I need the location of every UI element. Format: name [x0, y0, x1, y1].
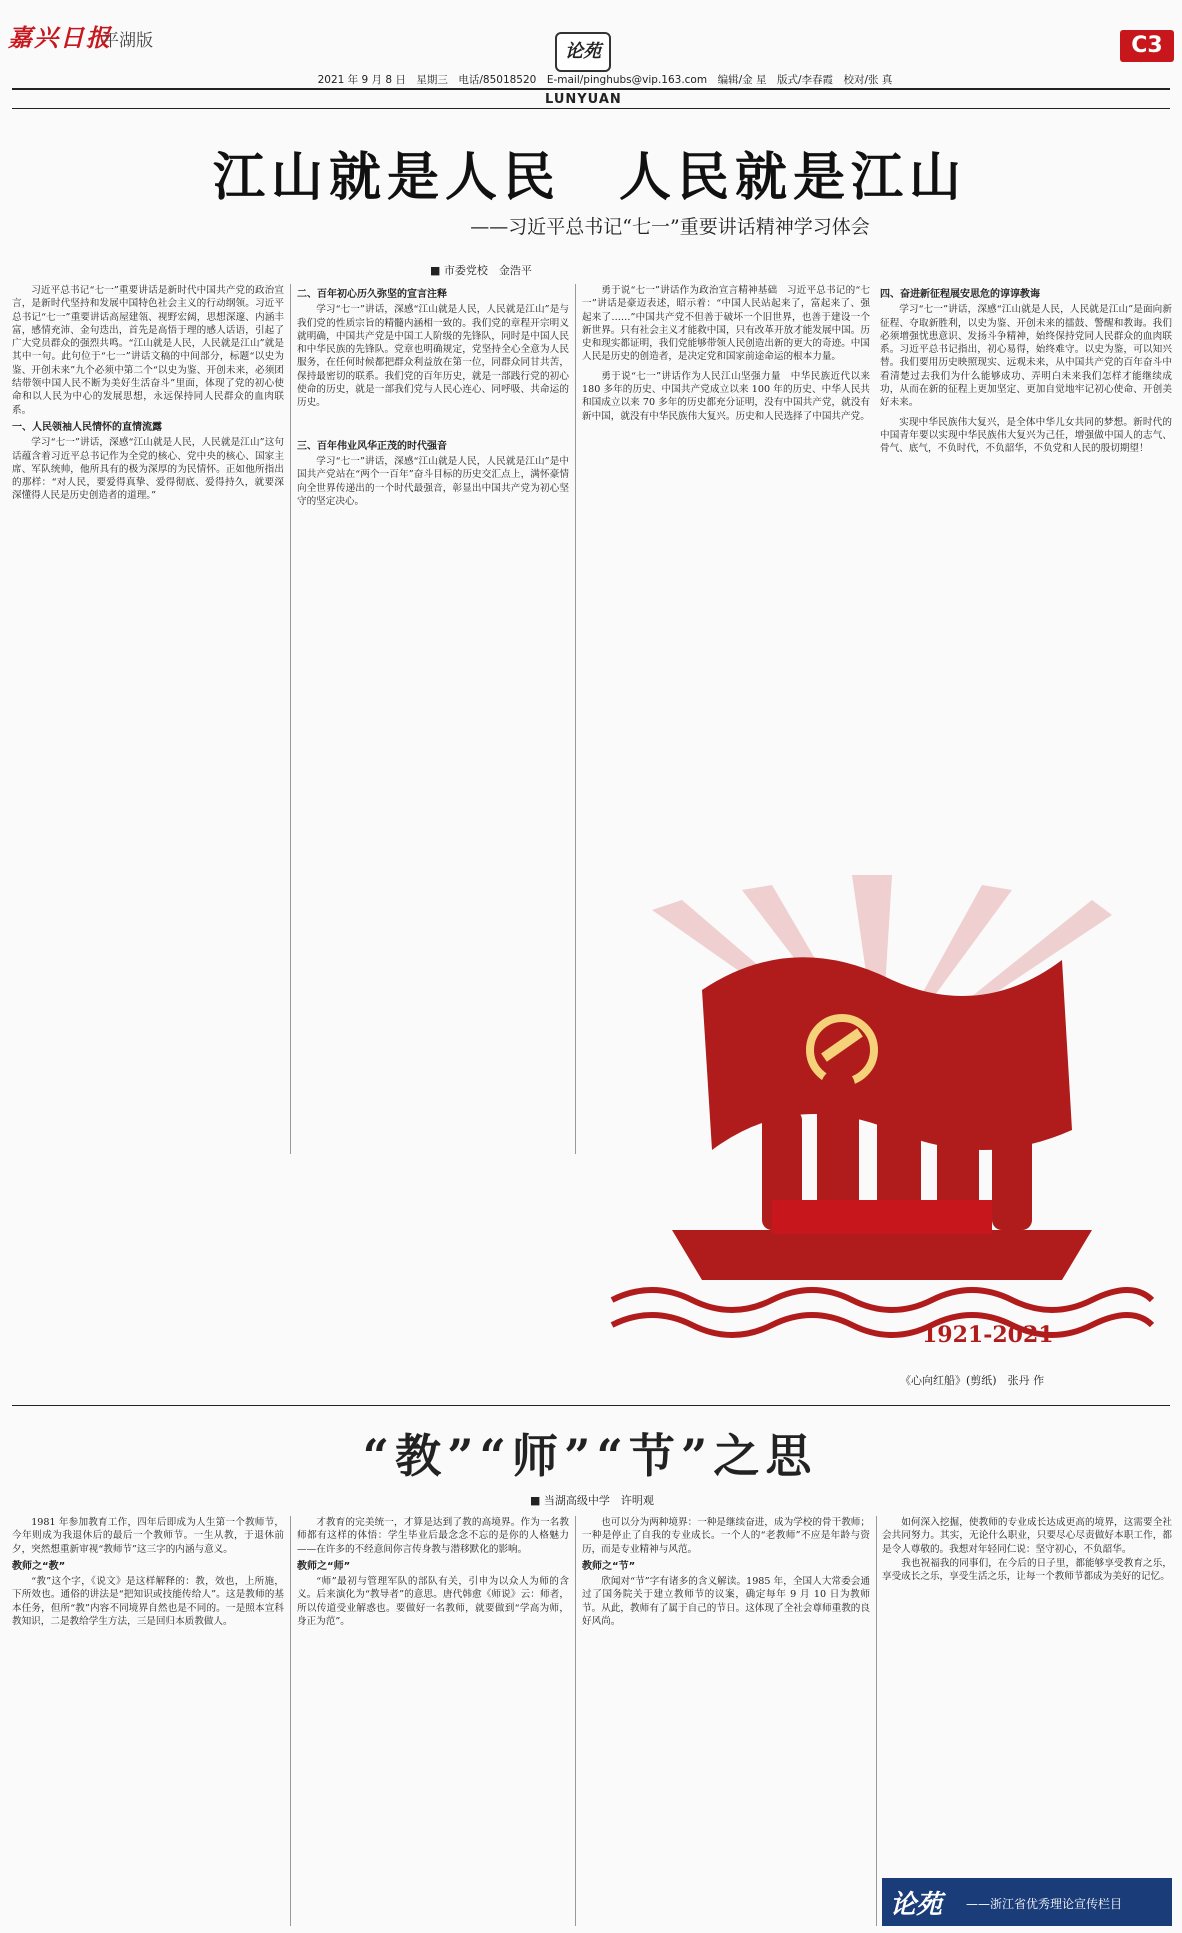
article1-column-2: [297, 284, 569, 1184]
section-heading: 一、人民领袖人民情怀的直情流露: [12, 421, 162, 433]
footer-tagline: ——浙江省优秀理论宣传栏目: [966, 1897, 1123, 1911]
section-heading: 教师之“师”: [297, 1560, 351, 1572]
column-divider: [290, 1516, 291, 1926]
article1-column-4: [880, 284, 1172, 904]
article1-subhead: ——习近平总书记“七一”重要讲话精神学习体会: [470, 216, 870, 238]
column-divider: [876, 1516, 877, 1926]
article2-column-4: [882, 1516, 1172, 1856]
paragraph: 学习“七一”讲话，深感“江山就是人民，人民就是江山”是与我们党的性质宗旨的精髓内涵相一致的。我们党的章程开宗明义就明确，中国共产党是中国工人阶级的先锋队，同时是中国人民和中华民族的先锋队。党章也明确规定，党坚持全心全意为人民服务，在任何时候都把群众利益放在第一位，同群众同甘共苦，保持最密切的联系。我们党的百年历史，就是一部践行党的初心使命的历史，就是一部我们党与人民心连心、同呼吸、共命运的历史。: [297, 304, 569, 409]
section-heading: 教师之“教”: [12, 1560, 66, 1572]
article1-column-3: [582, 284, 870, 904]
papercut-image: [592, 870, 1168, 1380]
article2-column-1: [12, 1516, 284, 1926]
section-pinyin: LUNYUAN: [545, 92, 622, 107]
masthead: [0, 0, 1182, 60]
paragraph: 实现中华民族伟大复兴，是全体中华儿女共同的梦想。新时代的中国青年要以实现中华民族伟大复兴为己任，增强做中国人的志气、骨气、底气，不负时代，不负韶华，不负党和人民的殷切期望！: [880, 416, 1172, 455]
paragraph: “师”最初与管理军队的部队有关，引申为以众人为师的含义。后来演化为“教导者”的意思。唐代韩愈《师说》云：师者，所以传道受业解惑也。要做好一名教师，就要做到“学高为师，身正为范”。: [297, 1576, 569, 1628]
article2-column-3: [582, 1516, 870, 1926]
paragraph: 习近平总书记“七一”重要讲话是新时代中国共产党的政治宣言，是新时代坚持和发展中国特色社会主义的行动纲领。习近平总书记“七一”重要讲话高屋建瓴、视野宏阔，思想深邃、内涵丰富，感情充沛、金句迭出，首先是高悟于理的感人话语，引起了广大党员群众的强烈共鸣。“江山就是人民，人民就是江山”就是其中一句。此句位于“七一”讲话文稿的中间部分，标题“以史为鉴、开创未来”九个必须中第二个“以史为鉴、开创未来，必须团结带领中国人民不断为美好生活奋斗”里面，体现了党的初心使命和以人民为中心的发展思想，永远保持同人民群众的血肉联系。: [12, 285, 284, 416]
article2-headline: “教”“师”“节”之思: [362, 1429, 818, 1483]
edition-label: 平湖版: [102, 31, 153, 51]
paragraph: 欣闻对“节”字有诸多的含义解读。1985 年，全国人大常委会通过了国务院关于建立教师节的议案，确定每年 9 月 10 日为教师节。从此，教师有了属于自己的节日。这体现了全社会尊师重教的良好风尚。: [582, 1576, 870, 1628]
masthead-rule-thin: [12, 108, 1170, 109]
page-code: [1120, 30, 1174, 62]
paragraph: 学习“七一”讲话，深感“江山就是人民，人民就是江山”是中国共产党站在“两个一百年”奋斗目标的历史交汇点上，满怀豪情向全世界传递出的一个时代最强音，彰显出中国共产党为初心坚守的坚定决心。: [297, 455, 569, 507]
paragraph: 如何深入挖掘，使教师的专业成长达成更高的境界，这需要全社会共同努力。其实，无论什么职业，只要尽心尽责做好本职工作，都是令人尊敬的。我想对年轻同仁说：坚守初心，不负韶华。: [882, 1517, 1172, 1555]
footer-logo: 论苑: [890, 1890, 943, 1920]
paragraph: 学习“七一”讲话，深感“江山就是人民，人民就是江山”这句话蕴含着习近平总书记作为全党的核心、党中央的核心、国家主席、军队统帅，他所具有的极为深厚的为民情怀。正如他所指出的那样：“对人民，要爱得真挚、爱得彻底、爱得持久，就要深深懂得人民是历史创造者的道理。”: [12, 437, 284, 502]
section-heading: 三、百年伟业风华正茂的时代强音: [297, 440, 447, 452]
section-heading: 教师之“节”: [582, 1560, 636, 1572]
section-heading: 二、百年初心历久弥坚的宣言注释: [297, 289, 447, 300]
paragraph: 勇于说“七一”讲话作为政治宣言精神基础 习近平总书记的“七一”讲话是豪迈表述，昭示着：“中国人民站起来了，富起来了、强起来了……”中国共产党不但善于破坏一个旧世界，也善于建设一个新世界。只有社会主义才能救中国，只有改革开放才能发展中国。历史和现实都证明，我们党能够带领人民创造出新的更大的奇迹。中国人民是历史的创造者，是决定党和国家前途命运的根本力量。: [582, 285, 870, 363]
red-boat-papercut-illustration: [592, 870, 1168, 1380]
section-logo-text: 论苑: [565, 41, 601, 62]
paragraph: 1981 年参加教育工作，四年后即成为人生第一个教师节，今年则成为我退休后的最后一个教师节。一生从教，于退休前夕，突然想重新审视“教师节”这三字的内涵与意义。: [12, 1517, 284, 1555]
article1-column-1: [12, 284, 284, 1184]
section-logo: [555, 32, 611, 72]
column-divider: [575, 1516, 576, 1926]
section-heading: 四、奋进新征程展安思危的谆谆教诲: [880, 289, 1040, 300]
column-divider: [290, 284, 291, 1154]
article1-byline: ■ 市委党校 金浩平: [430, 264, 532, 277]
paper-name-logo: 嘉兴日报: [8, 23, 112, 52]
article2-byline: ■ 当湖高级中学 许明观: [530, 1494, 654, 1507]
footer-banner: [882, 1878, 1172, 1926]
info-line: 2021 年 9 月 8 日 星期三 电话/85018520 E-mail/pinghubs@vip.163.com 编辑/金 星 版式/李春霞 校对/张 真: [317, 74, 893, 86]
article2-column-2: [297, 1516, 569, 1926]
page-code-text: C3: [1131, 33, 1163, 58]
paragraph: 勇于说“七一”讲话作为人民江山坚强力量 中华民族近代以来 180 多年的历史、中国共产党成立以来 100 年的历史、中华人民共和国成立以来 70 多年的历史都充分证明，没有中国共产党，就没有新中国，就没有中华民族伟大复兴。历史和人民选择了中国共产党。: [582, 370, 870, 422]
article1-headline: 江山就是人民 人民就是江山: [212, 147, 967, 208]
paragraph: “教”这个字，《说文》是这样解释的：教，效也，上所施，下所效也。通俗的讲法是“把知识或技能传给人”。这是教师的基本任务，但所“教”内容不同境界自然也是不同的。一是照本宣科教知识，二是教给学生方法，三是回归本质教做人。: [12, 1576, 284, 1628]
masthead-rule: [12, 88, 1170, 90]
article-separator: [12, 1405, 1170, 1406]
paragraph: 也可以分为两种境界：一种是继续奋进，成为学校的骨干教师；一种是停止了自我的专业成长。一个人的“老教师”不应是年龄与资历，而是专业精神与风范。: [582, 1517, 870, 1555]
paragraph: 学习“七一”讲话，深感“江山就是人民，人民就是江山”是面向新征程、夺取新胜利，以史为鉴、开创未来的擂鼓、警醒和教诲。我们必须增强忧患意识、发扬斗争精神，始终保持党同人民群众的血肉联系。习近平总书记指出，初心易得，始终难守。以史为鉴，可以知兴替。我们要用历史映照现实、远观未来，从中国共产党的百年奋斗中看清楚过去我们为什么能够成功、弄明白未来我们怎样才能继续成功，从而在新的征程上更加坚定、更加自觉地牢记初心使命、开创美好未来。: [880, 304, 1172, 409]
column-divider: [575, 284, 576, 1154]
image-year: 1921-2021: [922, 1322, 1054, 1348]
paragraph: 我也祝福我的同事们，在今后的日子里，都能够享受教育之乐，享受成长之乐，享受生活之乐，让每一个教师节都成为美好的记忆。: [882, 1557, 1172, 1583]
paragraph: 才教育的完美统一，才算是达到了教的高境界。作为一名教师都有这样的体悟：学生毕业后最念念不忘的是你的人格魅力——在许多的不经意间你言传身教与潜移默化的影响。: [297, 1517, 569, 1555]
image-caption: 《心向红船》(剪纸) 张丹 作: [900, 1374, 1045, 1387]
